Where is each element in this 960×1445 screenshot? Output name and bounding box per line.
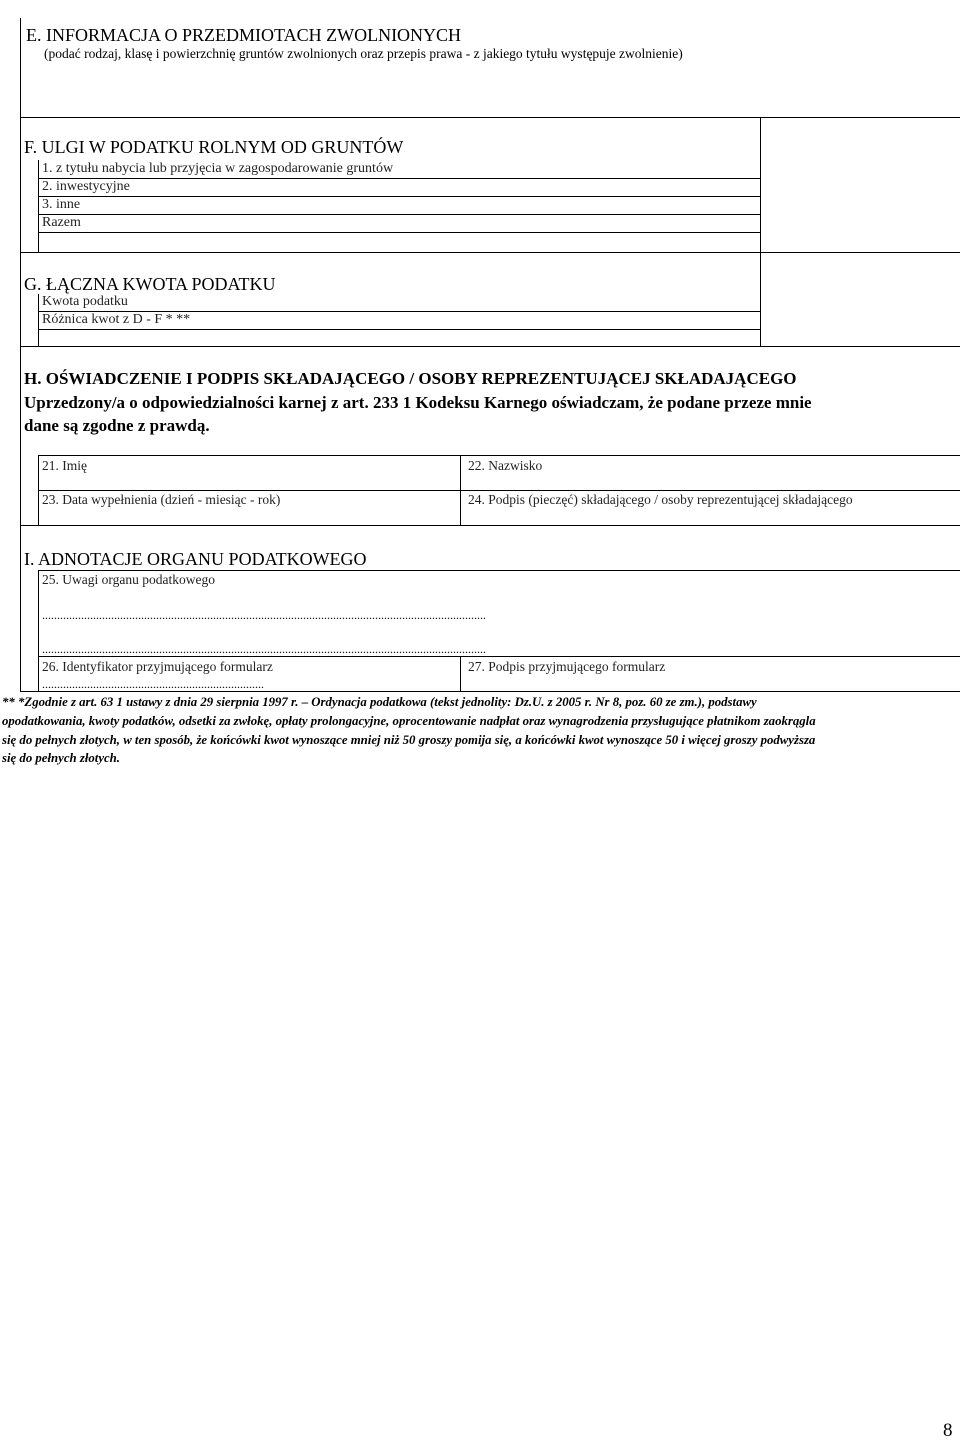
section-f-row-1: 1. z tytułu nabycia lub przyjęcia w zagospodarowanie gruntów bbox=[42, 161, 394, 176]
footnote-line-3: się do pełnych złotych, w ten sposób, że końcówki kwot wynoszące mniej niż 50 groszy pomija się, a końcówki kwot wynoszące 50 i więcej groszy podwyższa bbox=[2, 733, 816, 747]
section-i-left-border bbox=[38, 570, 39, 692]
divider bbox=[38, 214, 760, 215]
remarks-dots-line-2: .................................................................................................................................................... bbox=[42, 642, 486, 656]
divider bbox=[38, 196, 760, 197]
section-h-statement-line-1: Uprzedzony/a o odpowiedzialności karnej z art. 233 1 Kodeksu Karnego oświadczam, że podane przeze mnie bbox=[24, 393, 812, 412]
page-number: 8 bbox=[943, 1420, 953, 1441]
footnote-line-4: się do pełnych złotych. bbox=[2, 751, 121, 765]
section-g-left-border bbox=[38, 294, 39, 346]
receiver-id-dots: .......................................................................... bbox=[42, 677, 264, 691]
section-g-row-2: Różnica kwot z D - F * ** bbox=[42, 312, 191, 327]
footnote-line-2: opodatkowania, kwoty podatków, odsetki za zwłokę, opłaty prolongacyjne, oprocentowanie nadpłat oraz wynagrodzenia przysługujące płatnikom zaokrągla bbox=[2, 714, 816, 728]
section-f-row-2: 2. inwestycyjne bbox=[42, 179, 130, 194]
divider bbox=[38, 490, 960, 491]
section-i-title: I. ADNOTACJE ORGANU PODATKOWEGO bbox=[24, 549, 367, 569]
divider bbox=[38, 329, 760, 330]
divider bbox=[38, 570, 960, 571]
section-g-title: G. ŁĄCZNA KWOTA PODATKU bbox=[24, 274, 276, 294]
field-24-signature[interactable]: 24. Podpis (pieczęć) składającego / osoby reprezentującej składającego bbox=[468, 492, 853, 507]
section-g-row-1: Kwota podatku bbox=[42, 294, 128, 309]
divider bbox=[20, 252, 960, 253]
field-26-receiver-id[interactable]: 26. Identyfikator przyjmującego formularz bbox=[42, 659, 273, 674]
divider bbox=[20, 346, 960, 347]
section-g-right-col bbox=[760, 252, 761, 346]
divider bbox=[38, 232, 760, 233]
footnote-line-1: ** *Zgodnie z art. 63 1 ustawy z dnia 29 sierpnia 1997 r. – Ordynacja podatkowa (tekst jednolity: Dz.U. z 2005 r. Nr 8, poz. 60 ze zm.), podstawy bbox=[2, 695, 757, 709]
field-22-last-name[interactable]: 22. Nazwisko bbox=[468, 458, 543, 473]
section-f-row-3: 3. inne bbox=[42, 197, 81, 212]
divider bbox=[38, 178, 760, 179]
section-f-row-total: Razem bbox=[42, 215, 81, 230]
section-h-statement-line-2: dane są zgodne z prawdą. bbox=[24, 416, 210, 435]
section-f-title: F. ULGI W PODATKU ROLNYM OD GRUNTÓW bbox=[24, 137, 404, 157]
divider bbox=[38, 656, 960, 657]
section-e-subtitle: (podać rodzaj, klasę i powierzchnię gruntów zwolnionych oraz przepis prawa - z jakiego tytułu występuje zwolnienie) bbox=[44, 46, 683, 61]
divider bbox=[38, 455, 960, 456]
field-27-receiver-signature[interactable]: 27. Podpis przyjmującego formularz bbox=[468, 659, 666, 674]
section-f-left-border bbox=[38, 160, 39, 252]
field-25-remarks[interactable]: 25. Uwagi organu podatkowego bbox=[42, 572, 215, 587]
field-21-first-name[interactable]: 21. Imię bbox=[42, 458, 87, 473]
remarks-dots-line-1: .................................................................................................................................................... bbox=[42, 608, 486, 622]
section-h-title: H. OŚWIADCZENIE I PODPIS SKŁADAJĄCEGO / OSOBY REPREZENTUJĄCEJ SKŁADAJĄCEGO bbox=[24, 369, 797, 388]
section-f-right-col bbox=[760, 117, 761, 252]
section-e-title: E. INFORMACJA O PRZEDMIOTACH ZWOLNIONYCH bbox=[26, 25, 462, 45]
field-23-fill-date[interactable]: 23. Data wypełnienia (dzień - miesiąc - rok) bbox=[42, 492, 281, 507]
divider bbox=[20, 525, 960, 526]
section-i-mid-border bbox=[460, 656, 461, 692]
